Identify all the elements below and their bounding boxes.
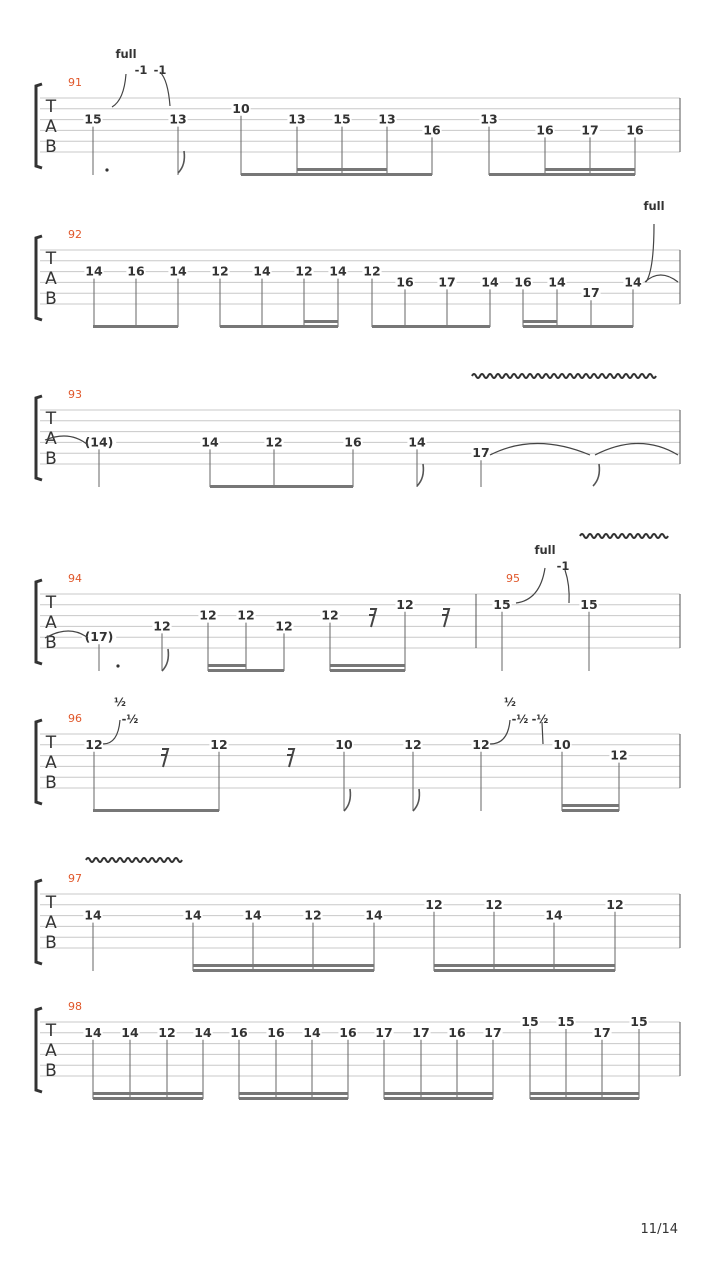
fret-number: 16: [536, 122, 554, 138]
fret-number: 14: [481, 274, 499, 290]
tab-clef-letter: B: [45, 1061, 57, 1081]
bend-curve: [516, 568, 545, 603]
fret-number: 14: [408, 434, 426, 450]
bend-curve: [565, 570, 569, 603]
tab-clef-letter: A: [45, 613, 57, 633]
tab-clef-letter: T: [45, 593, 57, 613]
note-flag: [344, 789, 350, 811]
bend-label: -1: [556, 559, 570, 573]
bend-curve: [103, 720, 120, 744]
fret-number: 14: [84, 1024, 102, 1040]
fret-number: 10: [335, 736, 353, 752]
fret-number: 14: [201, 434, 219, 450]
tab-clef-letter: B: [45, 773, 57, 793]
fret-number: 16: [127, 263, 145, 279]
tab-clef-letter: A: [45, 1041, 57, 1061]
beam: [239, 1092, 348, 1095]
beam: [220, 325, 338, 328]
fret-number: 17: [438, 274, 456, 290]
fret-number: 12: [485, 896, 503, 912]
bend-label: -½: [121, 712, 139, 726]
beam: [562, 804, 619, 807]
measure-number: 92: [68, 228, 82, 241]
fret-number: (17): [84, 629, 114, 645]
fret-number: 12: [211, 263, 229, 279]
fret-number: 14: [194, 1024, 212, 1040]
fret-number: 16: [344, 434, 362, 450]
vibrato-mark: [580, 534, 668, 538]
tab-clef-letter: A: [45, 753, 57, 773]
fret-number: 16: [396, 274, 414, 290]
dot: [116, 664, 119, 667]
fret-number: 16: [339, 1024, 357, 1040]
tab-clef-letter: B: [45, 449, 57, 469]
tab-clef-letter: B: [45, 137, 57, 157]
beam: [304, 320, 338, 323]
tab-clef-letter: T: [45, 97, 57, 117]
beam: [93, 809, 219, 812]
fret-number: 16: [626, 122, 644, 138]
rest-symbol: [369, 609, 376, 627]
fret-number: 17: [581, 122, 599, 138]
fret-number: 14: [244, 907, 262, 923]
fret-number: 12: [321, 607, 339, 623]
fret-number: 12: [237, 607, 255, 623]
bend-label: -1: [134, 63, 148, 77]
beam: [93, 1097, 203, 1100]
fret-number: 15: [557, 1014, 575, 1029]
fret-number: 12: [199, 607, 217, 623]
fret-number: 14: [184, 907, 202, 923]
bend-label: -½: [531, 712, 549, 726]
measure-number: 97: [68, 872, 82, 885]
bend-curve: [490, 720, 510, 744]
system-bracket: [36, 236, 42, 320]
beam: [523, 320, 557, 323]
beam: [208, 669, 284, 672]
tab-clef-letter: T: [45, 249, 57, 269]
fret-number: 14: [329, 263, 347, 279]
measure-number: 93: [68, 388, 82, 401]
tab-clef-letter: A: [45, 117, 57, 137]
tab-clef-letter: T: [45, 1021, 57, 1041]
fret-number: 15: [630, 1014, 648, 1029]
vibrato-mark: [86, 858, 182, 862]
beam: [523, 325, 633, 328]
beam: [330, 664, 405, 667]
system-bracket: [36, 1008, 42, 1092]
fret-number: 15: [84, 111, 102, 127]
fret-number: 15: [521, 1014, 539, 1029]
system-bracket: [36, 880, 42, 964]
fret-number: 16: [423, 122, 441, 138]
tab-clef-letter: T: [45, 409, 57, 429]
beam: [372, 325, 490, 328]
fret-number: 13: [378, 111, 396, 127]
fret-number: 12: [275, 618, 293, 634]
beam: [434, 969, 615, 972]
measure-number: 95: [506, 572, 520, 585]
fret-number: 12: [153, 618, 171, 634]
tab-clef-letter: A: [45, 913, 57, 933]
fret-number: 14: [303, 1024, 321, 1040]
fret-number: 12: [404, 736, 422, 752]
beam: [193, 964, 374, 967]
tab-clef-letter: T: [45, 733, 57, 753]
beam: [330, 669, 405, 672]
bend-label: full: [534, 543, 556, 557]
fret-number: 12: [425, 896, 443, 912]
tab-clef-letter: B: [45, 289, 57, 309]
beam: [210, 485, 353, 488]
fret-number: 16: [267, 1024, 285, 1040]
fret-number: 12: [304, 907, 322, 923]
fret-number: 17: [412, 1024, 430, 1040]
note-flag: [417, 464, 423, 486]
fret-number: 12: [85, 736, 103, 752]
beam: [239, 1097, 348, 1100]
tab-clef-letter: A: [45, 269, 57, 289]
bend-curve: [112, 74, 126, 107]
bend-curve: [160, 72, 170, 106]
fret-number: 16: [448, 1024, 466, 1040]
tab-clef-letter: A: [45, 429, 57, 449]
note-flag: [178, 151, 184, 173]
system-bracket: [36, 580, 42, 664]
fret-number: 12: [606, 896, 624, 912]
system-bracket: [36, 84, 42, 168]
vibrato-mark: [472, 374, 656, 378]
fret-number: 17: [484, 1024, 502, 1040]
fret-number: 12: [363, 263, 381, 279]
fret-number: 16: [230, 1024, 248, 1040]
beam: [530, 1092, 639, 1095]
fret-number: 13: [480, 111, 498, 127]
bend-curve: [646, 224, 654, 282]
fret-number: 12: [472, 736, 490, 752]
beam: [545, 168, 635, 171]
tab-clef-letter: B: [45, 633, 57, 653]
measure-number: 98: [68, 1000, 82, 1013]
bend-label: full: [643, 199, 665, 213]
beam: [193, 969, 374, 972]
page-number: 11/14: [640, 1222, 678, 1237]
fret-number: 17: [582, 285, 600, 301]
fret-number: 17: [593, 1024, 611, 1040]
fret-number: 13: [169, 111, 187, 127]
fret-number: 14: [545, 907, 563, 923]
bend-label: -1: [153, 63, 167, 77]
fret-number: 15: [580, 596, 598, 612]
rest-symbol: [161, 749, 168, 767]
fret-number: 14: [121, 1024, 139, 1040]
fret-number: 17: [472, 445, 490, 461]
fret-number: 13: [288, 111, 306, 127]
fret-number: 14: [169, 263, 187, 279]
fret-number: 17: [375, 1024, 393, 1040]
measure-number: 96: [68, 712, 82, 725]
tab-clef-letter: B: [45, 933, 57, 953]
fret-number: 12: [265, 434, 283, 450]
note-flag: [162, 649, 168, 671]
beam: [530, 1097, 639, 1100]
fret-number: 14: [84, 907, 102, 923]
beam: [297, 168, 387, 171]
beam: [384, 1092, 493, 1095]
fret-number: 16: [514, 274, 532, 290]
note-flag: [413, 789, 419, 811]
system-bracket: [36, 396, 42, 480]
beam: [562, 809, 619, 812]
fret-number: 14: [548, 274, 566, 290]
fret-number: 12: [295, 263, 313, 279]
rest-symbol: [442, 609, 449, 627]
fret-number: 10: [232, 100, 250, 116]
dot: [105, 168, 108, 171]
fret-number: (14): [84, 434, 114, 450]
tie: [645, 275, 678, 282]
fret-number: 14: [624, 274, 642, 290]
fret-number: 12: [210, 736, 228, 752]
beam: [434, 964, 615, 967]
system-bracket: [36, 720, 42, 804]
rest-symbol: [287, 749, 294, 767]
tab-clef-letter: T: [45, 893, 57, 913]
fret-number: 15: [333, 111, 351, 127]
measure-number: 91: [68, 76, 82, 89]
bend-label: ½: [504, 695, 516, 709]
fret-number: 12: [610, 747, 628, 763]
fret-number: 14: [85, 263, 103, 279]
beam: [384, 1097, 493, 1100]
fret-number: 15: [493, 596, 511, 612]
fret-number: 14: [365, 907, 383, 923]
beam: [489, 173, 635, 176]
bend-label: -½: [511, 712, 529, 726]
bend-label: full: [115, 47, 137, 61]
beam: [208, 664, 246, 667]
note-flag: [593, 464, 599, 486]
fret-number: 14: [253, 263, 271, 279]
fret-number: 10: [553, 736, 571, 752]
fret-number: 12: [158, 1024, 176, 1040]
beam: [241, 173, 432, 176]
beam: [93, 1092, 203, 1095]
bend-label: ½: [114, 695, 126, 709]
measure-number: 94: [68, 572, 82, 585]
fret-number: 12: [396, 596, 414, 612]
beam: [93, 325, 178, 328]
